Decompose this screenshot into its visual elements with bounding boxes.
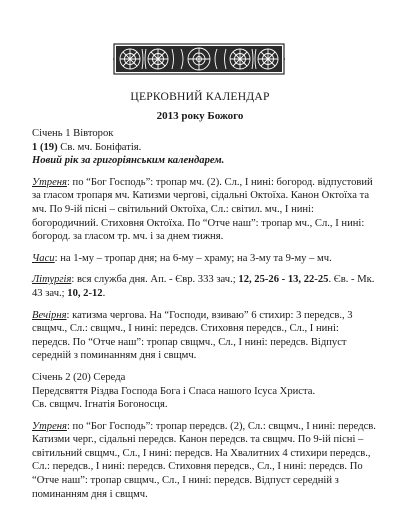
day1-note: Новий рік за григоріянським календарем. bbox=[32, 155, 225, 167]
day1-vechirnia-text: : катизма чергова. На “Господи, взиваю” 6 стихир: 3 передсв., 3 свщмч., Сл.: свщмч., І нині: передсв. Стиховня передсв., Сл., І нині: передсв. По “Отче наш”: тропар свщмч., Сл., І нині: передсв. Відпуст середній з поминанням дня і свщмч. bbox=[32, 309, 353, 362]
day1-vechirnia-label: Вечірня bbox=[32, 309, 67, 321]
day2-utrenia bbox=[32, 420, 376, 502]
calendar-title: ЦЕРКОВНИЙ КАЛЕНДАР bbox=[130, 90, 270, 103]
day2-feast: Передсвяття Різдва Господа Бога і Спаса нашого Ісуса Христа. bbox=[32, 385, 316, 397]
day1-liturgy-text-a: : вся служба дня. Ап. - Євр. 333 зач.; bbox=[71, 274, 239, 286]
day1-vechirnia bbox=[32, 309, 376, 363]
ornament-banner-icon bbox=[113, 39, 285, 79]
day1-chasy-label: Часи bbox=[32, 252, 55, 264]
year-line: 2013 року Божого bbox=[156, 110, 244, 122]
day1-liturgy-text-c: . bbox=[102, 287, 106, 299]
day1-saint-name: Св. мч. Боніфатія. bbox=[57, 141, 142, 153]
day1-utrenia-text: : по “Бог Господь”: тропар мч. (2). Сл., І нині: богород. відпустовий за гласом тропаря мч. Катизми чергові, сідальні Октоїха. Канон Октоїха та мч. По 9-ій пісні – світильний Октоїха, Сл.: світил. мч., І нині: богородичний. Стиховня Октоїха. По “Отче наш”: тропар мч., Сл., І нині: богород. за гласом тр. мч. і за днем тижня. bbox=[32, 176, 373, 243]
day1-liturgy-label: Літургія bbox=[32, 274, 72, 286]
day1-liturgy-text-b: . Єв. - Мк. 43 зач.; bbox=[32, 274, 375, 299]
day1-saint bbox=[32, 141, 376, 155]
day1-liturgy bbox=[32, 273, 376, 300]
day1-chasy bbox=[32, 252, 376, 266]
day2-date: Січень 2 (20) Середа bbox=[32, 371, 126, 383]
day1-liturgy-gospel-ref: 10, 2-12 bbox=[67, 287, 103, 299]
day1-utrenia-label: Утреня bbox=[32, 176, 67, 188]
day2-utrenia-label: Утреня bbox=[32, 420, 67, 432]
day1-liturgy-apostle-ref: 12, 25-26 - 13, 22-25 bbox=[238, 274, 329, 286]
day1-saint-number: 1 (19) bbox=[32, 141, 58, 153]
day1-utrenia bbox=[32, 176, 376, 244]
calendar-content bbox=[32, 127, 376, 501]
day2-saint: Св. свщмч. Ігнатія Богоносця. bbox=[32, 399, 168, 411]
day1-chasy-text: : на 1-му – тропар дня; на 6-му – храму; на 3-му та 9-му – мч. bbox=[54, 252, 332, 264]
day2-utrenia-text: : по “Бог Господь”: тропар передсв. (2), Сл.: свщмч., І нині: передсв. Катизми черг., сідальні передсв. Канон передсв. та свщмч. По 9-ій пісні – світильний свщмч., Сл., І нині: передсв. На Хвалитних 4 стихири передсв., Сл.: передсв., І нині: передсв. Стиховня передсв., Сл., І нині: передсв. По “Отче наш”: тропар свщмч., Сл., І нині: передсв. Відпуст середній з поминанням дня і свщмч. bbox=[32, 420, 376, 500]
day1-date: Січень 1 Вівторок bbox=[32, 128, 114, 139]
